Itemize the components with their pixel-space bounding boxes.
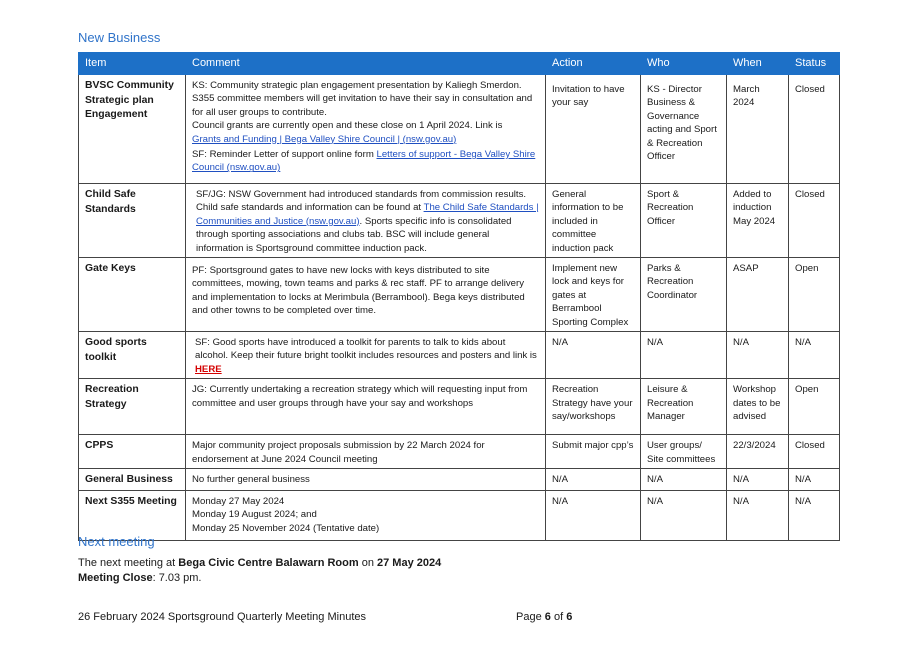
row-action: Recreation Strategy have your say/workshops <box>546 379 641 435</box>
row-status: Closed <box>789 184 840 258</box>
meeting-date: Monday 25 November 2024 (Tentative date) <box>192 522 380 534</box>
row-item: Child Safe Standards <box>79 184 186 258</box>
meeting-date: Monday 27 May 2024 <box>192 495 285 507</box>
row-item: Gate Keys <box>79 258 186 332</box>
table-row <box>79 184 840 258</box>
row-status: Closed <box>789 435 840 469</box>
row-status: Closed <box>789 75 840 184</box>
row-who: Leisure & Recreation Manager <box>641 379 727 435</box>
row-who: Sport & Recreation Officer <box>641 184 727 258</box>
meeting-close-value: : 7.03 pm. <box>152 572 202 584</box>
row-action: Implement new lock and keys for gates at Berrambool Sporting Complex <box>546 258 641 332</box>
row-when: N/A <box>727 469 789 491</box>
row-comment: No further general business <box>186 469 546 491</box>
next-meeting-prefix: The next meeting at <box>78 557 176 569</box>
row-item: CPPS <box>79 435 186 469</box>
next-meeting-on: on <box>361 557 374 569</box>
row-action: Submit major cpp’s <box>546 435 641 469</box>
col-header-when: When <box>727 53 789 75</box>
good-sports-here-link[interactable]: HERE <box>195 363 222 375</box>
row-action: N/A <box>546 469 641 491</box>
row-comment: PF: Sportsground gates to have new locks with keys distributed to site committees, mowing, town teams and parks & rec staff. PF to arrange delivery and implementation to locks at Merimbula (Berrambool). Bega keys distributed and other towns to be completed over time. <box>186 258 546 332</box>
letters-of-support-link[interactable]: Letters of support - Bega Valley Shire Council (nsw.gov.au) <box>192 149 536 174</box>
section-heading-new-business: New Business <box>78 30 161 45</box>
row-when: N/A <box>727 490 789 540</box>
col-header-item: Item <box>79 53 186 75</box>
row-when: March 2024 <box>727 75 789 184</box>
comment-text: . Sports specific info is consolidated through sporting associations and clubs tab. BSC will include general information is Sportsground committee induction pack. <box>196 215 512 254</box>
row-item: Next S355 Meeting <box>79 490 186 540</box>
table-row <box>79 332 840 379</box>
row-comment: Major community project proposals submission by 22 March 2024 for endorsement at June 2024 Council meeting <box>186 435 546 469</box>
meeting-close <box>78 572 202 584</box>
col-header-status: Status <box>789 53 840 75</box>
row-who: KS - Director Business & Governance acting and Sport & Recreation Officer <box>641 75 727 184</box>
row-who: Parks & Recreation Coordinator <box>641 258 727 332</box>
row-action: N/A <box>546 332 641 379</box>
row-status: N/A <box>789 469 840 491</box>
row-comment <box>186 332 546 379</box>
grants-funding-link[interactable]: Grants and Funding | Bega Valley Shire Council | (nsw.gov.au) <box>192 133 457 145</box>
row-comment <box>186 490 546 540</box>
row-when: ASAP <box>727 258 789 332</box>
row-status: N/A <box>789 332 840 379</box>
col-header-action: Action <box>546 53 641 75</box>
row-when: Workshop dates to be advised <box>727 379 789 435</box>
row-who: N/A <box>641 490 727 540</box>
next-meeting-sentence <box>78 557 441 569</box>
page-total: 6 <box>566 611 573 623</box>
row-item: Good sports toolkit <box>79 332 186 379</box>
row-status: Open <box>789 258 840 332</box>
page-word: Page <box>516 611 542 623</box>
row-action: N/A <box>546 490 641 540</box>
comment-text: Council grants are currently open and these close on 1 April 2024. Link is <box>192 120 503 132</box>
table-row <box>79 435 840 469</box>
table-row <box>79 379 840 435</box>
table-row <box>79 469 840 491</box>
row-item: General Business <box>79 469 186 491</box>
row-who: User groups/ Site committees <box>641 435 727 469</box>
footer-page-number <box>516 611 572 623</box>
meeting-date: Monday 19 August 2024; and <box>192 509 317 521</box>
of-word: of <box>553 611 564 623</box>
next-meeting-date: 27 May 2024 <box>377 557 442 569</box>
row-item: Recreation Strategy <box>79 379 186 435</box>
table-row <box>79 75 840 184</box>
footer-title: 26 February 2024 Sportsground Quarterly Meeting Minutes <box>78 611 366 623</box>
table-row <box>79 490 840 540</box>
child-safe-standards-link[interactable]: The Child Safe Standards | Communities and Justice (nsw.gov.au) <box>196 202 539 227</box>
row-comment <box>186 75 546 184</box>
row-comment <box>186 184 546 258</box>
table-header-row <box>79 53 840 75</box>
row-status: Open <box>789 379 840 435</box>
row-comment: JG: Currently undertaking a recreation strategy which will requesting input from committee and user groups through have your say and workshops <box>186 379 546 435</box>
comment-text: SF: Good sports have introduced a toolkit for parents to talk to kids about alcohol. Keep their future bright toolkit includes resources and posters and link is <box>195 337 537 362</box>
col-header-comment: Comment <box>186 53 546 75</box>
comment-text: SF: Reminder Letter of support online form <box>192 149 374 161</box>
row-who: N/A <box>641 469 727 491</box>
row-who: N/A <box>641 332 727 379</box>
new-business-table <box>78 52 840 541</box>
row-when: 22/3/2024 <box>727 435 789 469</box>
row-action: General information to be included in committee induction pack <box>546 184 641 258</box>
row-item: BVSC Community Strategic plan Engagement <box>79 75 186 184</box>
row-when: Added to induction May 2024 <box>727 184 789 258</box>
meeting-close-label: Meeting Close <box>78 572 153 584</box>
next-meeting-venue: Bega Civic Centre Balawarn Room <box>178 557 359 569</box>
comment-text: KS: Community strategic plan engagement presentation by Kaliegh Smerdon. S355 committee members will get invitation to have their say in consultation and for all user groups to contribute. <box>192 80 533 118</box>
row-status: N/A <box>789 490 840 540</box>
row-action: Invitation to have your say <box>546 75 641 184</box>
page-num: 6 <box>544 611 551 623</box>
section-heading-next-meeting: Next meeting <box>78 534 155 549</box>
comment-text: SF/JG: NSW Government had introduced standards from commission results. Child safe standards and information can be found at <box>196 189 527 214</box>
row-when: N/A <box>727 332 789 379</box>
table-row <box>79 258 840 332</box>
col-header-who: Who <box>641 53 727 75</box>
